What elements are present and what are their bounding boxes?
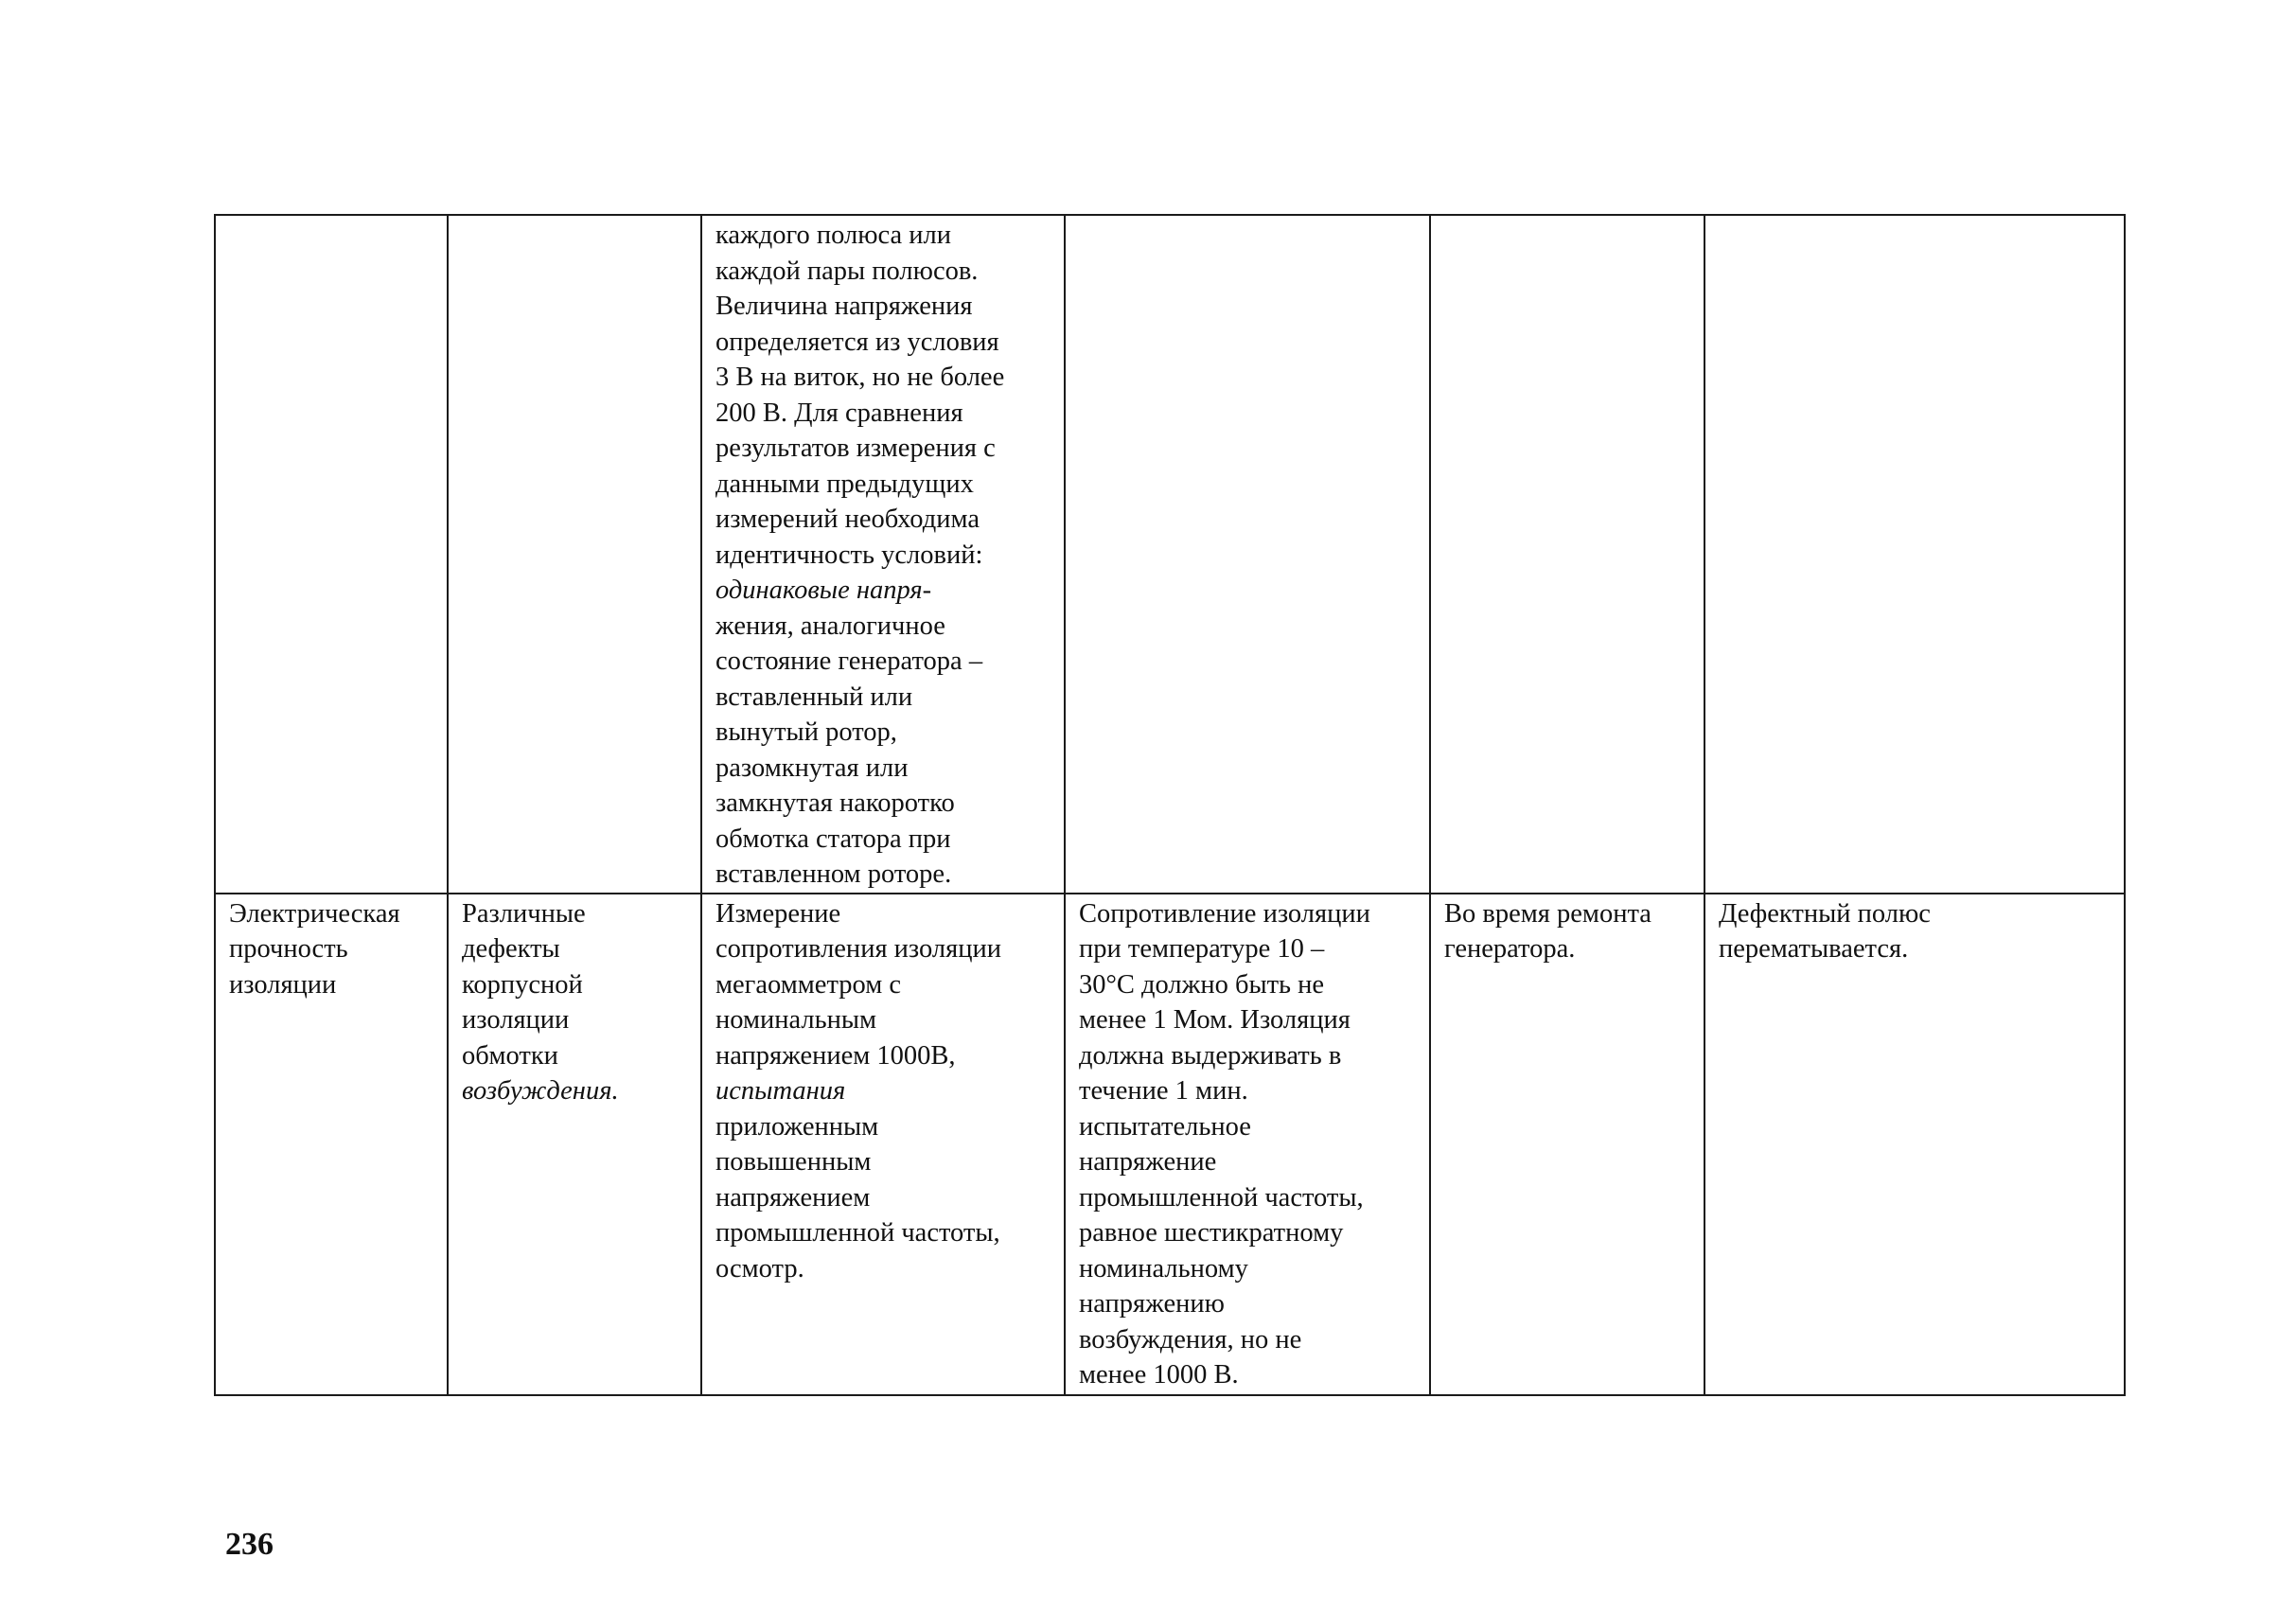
cell-text-line: 200 В. Для сравнения — [715, 398, 963, 428]
cell-text-line: сопротивления изоляции — [715, 934, 1001, 964]
cell-text-line: 3 В на виток, но не более — [715, 363, 1005, 392]
table-cell — [701, 215, 1065, 894]
table-cell — [215, 215, 448, 894]
cell-text-line: менее 1000 В. — [1079, 1360, 1239, 1390]
cell-text-line: результатов измерения с — [715, 434, 996, 463]
cell-text-line: испытания — [715, 1076, 846, 1106]
cell-text-line: обмотки — [462, 1040, 558, 1071]
table-row — [215, 894, 2125, 1395]
cell-text-line: разомкнутая или — [715, 752, 909, 783]
table-row — [215, 215, 2125, 894]
cell-text-line: Величина напряжения — [715, 292, 973, 321]
cell-text-line: испытательное — [1079, 1111, 1251, 1142]
cell-text-line: Измерение — [715, 898, 841, 929]
cell-text-line: определяется из условия — [715, 327, 999, 357]
cell-text-line: повышенным — [715, 1147, 872, 1177]
cell-text-line: дефекты — [462, 934, 560, 964]
cell-text-line: состояние генератора – — [715, 646, 983, 676]
table-cell — [448, 215, 701, 894]
cell-text-line: Во время ремонта — [1444, 898, 1651, 929]
cell-text-line: генератора. — [1444, 934, 1576, 964]
table-cell — [1430, 894, 1704, 1395]
cell-text-line: вставленном роторе. — [715, 859, 952, 889]
cell-text-line: жения, аналогичное — [715, 611, 945, 641]
cell-text-line: осмотр. — [715, 1253, 804, 1283]
cell-text-line: прочность — [229, 934, 348, 964]
cell-text-line: изоляции — [229, 969, 337, 1000]
cell-text-line: замкнутая накоротко — [715, 788, 955, 818]
cell-text-line: вставленный или — [715, 682, 913, 712]
cell-text-line: 30°С должно быть не — [1079, 969, 1325, 1000]
table-cell — [1065, 215, 1430, 894]
cell-text-line: при температуре 10 – — [1079, 934, 1325, 964]
cell-text-line: номинальному — [1079, 1253, 1248, 1283]
cell-text-line: менее 1 Мом. Изоляция — [1079, 1005, 1351, 1035]
cell-text-line: идентичность условий: — [715, 540, 983, 570]
document-table — [214, 214, 2126, 1396]
table-cell — [1704, 894, 2125, 1395]
table-cell — [1704, 215, 2125, 894]
cell-text-line: корпусной — [462, 969, 583, 1000]
cell-text-line: обмотка статора при — [715, 823, 951, 854]
cell-text-line: Различные — [462, 898, 586, 929]
cell-text-line: номинальным — [715, 1005, 877, 1035]
cell-text-line: Электрическая — [229, 898, 400, 929]
cell-text-line: должна выдерживать в — [1079, 1040, 1342, 1071]
cell-text-line: промышленной частоты, — [1079, 1182, 1364, 1213]
cell-text-line: возбуждения, но не — [1079, 1324, 1302, 1354]
cell-text-line: приложенным — [715, 1111, 879, 1142]
cell-text-line: перематывается. — [1719, 934, 1909, 964]
table-cell — [1430, 215, 1704, 894]
cell-text-line: промышленной частоты, — [715, 1218, 1000, 1248]
cell-text-line: каждой пары полюсов. — [715, 256, 979, 286]
cell-text-line: измерений необходима — [715, 505, 980, 534]
cell-text-line: напряжение — [1079, 1147, 1217, 1177]
cell-text-line: одинаковые напря- — [715, 575, 932, 605]
cell-text-line: напряжением 1000В, — [715, 1040, 956, 1071]
cell-text-line: мегаомметром с — [715, 969, 902, 1000]
cell-text-line: изоляции — [462, 1005, 570, 1035]
table-cell — [448, 894, 701, 1395]
cell-text-line: данными предыдущих — [715, 469, 974, 499]
page-number: 236 — [225, 1527, 274, 1562]
cell-text-line: равное шестикратному — [1079, 1218, 1344, 1248]
cell-text-line: напряжению — [1079, 1289, 1225, 1319]
cell-text-line: возбуждения. — [462, 1076, 619, 1106]
cell-text-line: течение 1 мин. — [1079, 1076, 1248, 1106]
cell-text-line: каждого полюса или — [715, 221, 951, 250]
cell-text-line: Сопротивление изоляции — [1079, 898, 1370, 929]
cell-text-line: напряжением — [715, 1182, 871, 1213]
table-cell — [215, 894, 448, 1395]
cell-text-line: вынутый ротор, — [715, 717, 897, 747]
table-body — [215, 215, 2125, 1395]
table-cell — [1065, 894, 1430, 1395]
cell-text-line: Дефектный полюс — [1719, 898, 1931, 929]
table-cell — [701, 894, 1065, 1395]
